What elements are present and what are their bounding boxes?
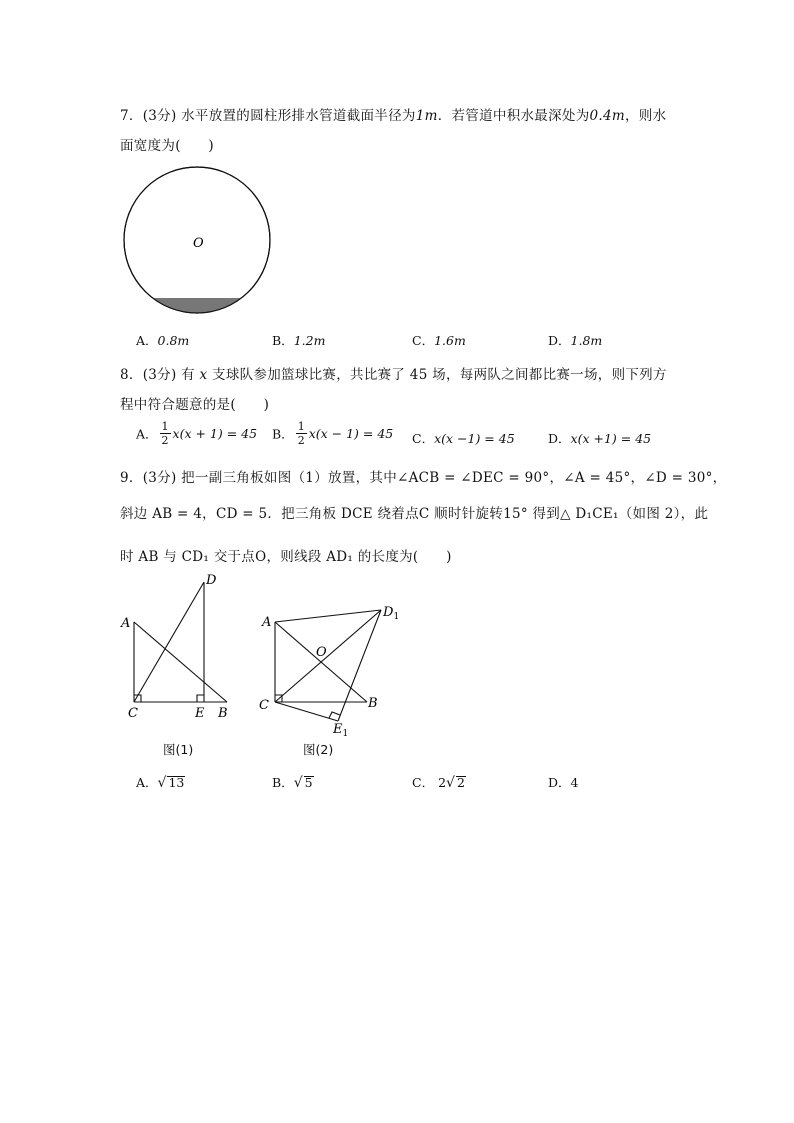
side-cd xyxy=(134,582,204,702)
label-c: C xyxy=(128,706,138,720)
q8-stem-line2: 程中符合题意的是( ) xyxy=(120,397,270,413)
q8-stem-line1: 8．(3分) 有 x 支球队参加篮球比赛，共比赛了 45 场，每两队之间都比赛一场，则下列方 xyxy=(120,367,667,383)
fig2-caption: 图(2) xyxy=(303,742,334,757)
q7-stem-suffix: ，则水 xyxy=(625,108,667,124)
label-e1: $E_1$ xyxy=(333,722,349,738)
q8-option-d[interactable]: D．x(x +1) = 45 xyxy=(548,431,652,446)
water-region xyxy=(120,298,276,317)
q8-var: x xyxy=(199,367,208,383)
q9-option-d[interactable]: D．4 xyxy=(548,775,579,790)
label-o: O xyxy=(316,645,327,660)
label-d: D xyxy=(206,573,217,588)
label-e: E xyxy=(195,706,205,720)
right-angle-e xyxy=(197,695,204,702)
fraction: $\frac{1}{2}$ xyxy=(161,420,169,447)
q8-option-b[interactable]: B． $\frac{1}{2}$ x(x − 1) = 45 xyxy=(272,420,394,447)
q7-stem-mid: ．若管道中积水最深处为 xyxy=(437,108,590,124)
q9-stem-line3: 时 AB 与 CD₁ 交于点O，则线段 AD₁ 的长度为( ) xyxy=(120,549,452,565)
q7-radius: 1m xyxy=(415,108,438,124)
q9-option-a[interactable]: A．√ 13 xyxy=(136,775,185,791)
label-b: B xyxy=(218,706,228,720)
right-angle-e1 xyxy=(329,712,340,718)
q7-option-a[interactable]: A．0.8m xyxy=(136,333,190,348)
segment-ad1 xyxy=(275,610,381,622)
q9-stem-line2: 斜边 AB = 4，CD = 5．把三角板 DCE 绕着点C 顺时针旋转15° 得到△ D₁CE₁（如图 2），此 xyxy=(120,506,709,522)
label-b: B xyxy=(368,696,378,711)
q7-stem-line2: 面宽度为( ) xyxy=(120,138,214,154)
fraction: $\frac{1}{2}$ xyxy=(297,420,305,447)
q7-stem-prefix: 7．(3分) 水平放置的圆柱形排水管道截面半径为 xyxy=(120,108,416,124)
label-a: A xyxy=(121,616,131,631)
q7-option-d[interactable]: D．1.8m xyxy=(548,333,603,348)
q9-option-c[interactable]: C． 2√ 2 xyxy=(412,775,465,791)
label-d1: $D_1$ xyxy=(383,605,400,622)
label-a: A xyxy=(262,615,272,630)
q7-depth: 0.4m xyxy=(589,108,625,124)
q9-figure-1 xyxy=(115,570,240,720)
q9-option-b[interactable]: B．√ 5 xyxy=(272,775,313,791)
q9-figure-2 xyxy=(255,598,415,738)
q9-stem-line1: 9．(3分) 把一副三角板如图（1）放置，其中∠ACB = ∠DEC = 90°，∠A = 45°，∠D = 30°， xyxy=(120,470,727,486)
side-cd1 xyxy=(275,610,381,702)
fig1-caption: 图(1) xyxy=(163,742,194,757)
q8-option-c[interactable]: C．x(x −1) = 45 xyxy=(412,431,515,446)
q7-stem-line1 xyxy=(120,104,666,124)
side-ab xyxy=(134,622,227,702)
q7-pipe-figure xyxy=(120,165,276,317)
label-c: C xyxy=(259,698,269,713)
center-label: O xyxy=(193,236,204,251)
side-ce1 xyxy=(275,702,338,721)
q8-option-a[interactable]: A． $\frac{1}{2}$ x(x + 1) = 45 xyxy=(136,420,258,447)
q7-option-b[interactable]: B．1.2m xyxy=(272,333,326,348)
q7-option-c[interactable]: C．1.6m xyxy=(412,333,466,348)
